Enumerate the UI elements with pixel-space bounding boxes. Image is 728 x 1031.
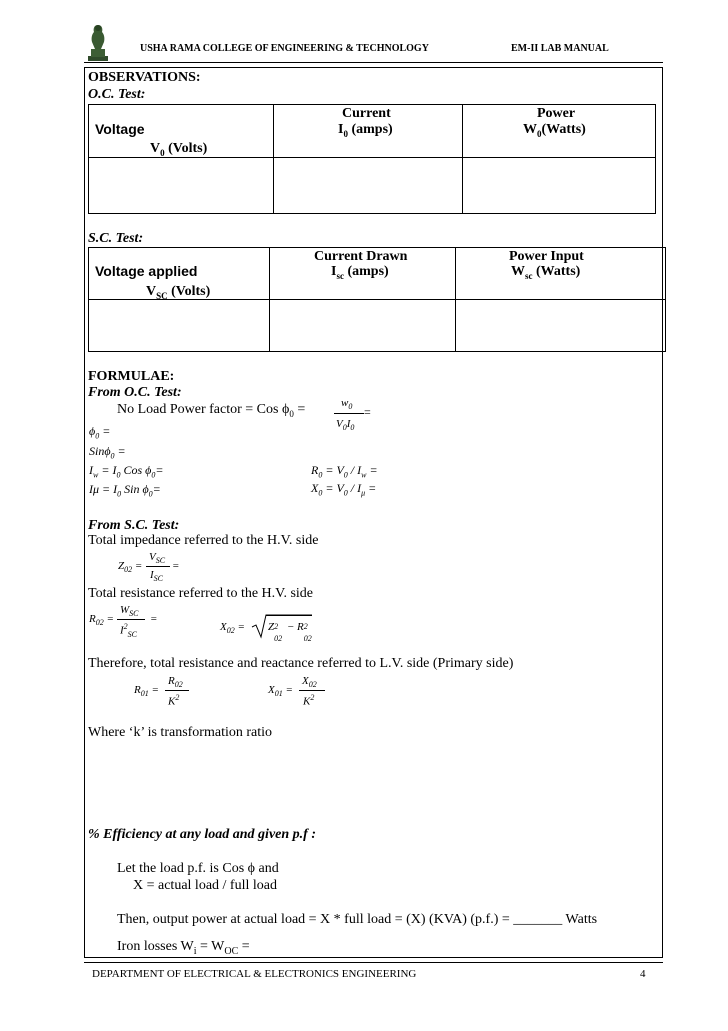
x02-radicand: Z 2 02 − R 2 02 <box>268 621 312 643</box>
x01-lhs: $X_{01}$ = <box>268 684 293 699</box>
transformation-ratio-text: Where ‘k’ is transformation ratio <box>88 725 273 740</box>
college-logo <box>86 22 110 62</box>
r02-end: = <box>150 613 158 625</box>
efficiency-line-3: Then, output power at actual load = X * full load = (X) (KVA) (p.f.) = _______ Watts <box>117 912 598 927</box>
sc-test-title: S.C. Test: <box>88 231 144 246</box>
sc-power-label: Power Input <box>509 249 584 264</box>
r01-denominator: $K^2$ <box>168 693 180 708</box>
formulae-oc-title: From O.C. Test: <box>88 385 182 400</box>
sqrt-overbar <box>266 615 312 616</box>
x01-denominator: $K^2$ <box>303 693 315 708</box>
z02-end: = <box>172 560 180 572</box>
impedance-text: Total impedance referred to the H.V. side <box>88 533 319 548</box>
phi0-formula: $\phi_0$ = <box>89 424 111 441</box>
header-rule <box>84 62 663 63</box>
sc-voltage-unit: $V_{SC}$ (Volts) <box>146 284 211 301</box>
sc-voltage-label: Voltage applied <box>95 263 198 279</box>
no-load-pf-formula: No Load Power factor = Cos $\phi_0$ = <box>117 402 306 419</box>
sin-phi0-formula: Sinϕ$_0$ = <box>89 444 126 461</box>
x01-numerator: $X_{02}$ <box>302 675 317 690</box>
sc-current-label: Current Drawn <box>314 249 408 264</box>
oc-cell-voltage[interactable] <box>89 158 274 214</box>
r02-lhs: $R_{02}$ = <box>89 613 114 628</box>
r0-formula: $R_0 = V_0 / I_w$ = <box>311 463 378 480</box>
sc-power-unit: $W_{sc}$ (Watts) <box>511 264 581 281</box>
oc-voltage-unit: $V_0$ (Volts) <box>150 141 208 158</box>
resistance-text: Total resistance referred to the H.V. side <box>88 586 314 601</box>
r02-numerator: $W_{SC}$ <box>120 604 139 619</box>
iw-formula: $I_w = I_0$ Cos $\phi_0=$ <box>89 463 164 480</box>
sc-cell-power[interactable] <box>456 300 666 352</box>
efficiency-line-1: Let the load p.f. is Cos ϕ and <box>117 861 279 876</box>
header-manual-title: EM-II LAB MANUAL <box>511 43 609 54</box>
oc-current-unit: $I_0$ (amps) <box>338 122 393 139</box>
sc-current-unit: $I_{sc}$ (amps) <box>331 264 389 281</box>
oc-power-label: Power <box>537 106 576 121</box>
oc-voltage-label: Voltage <box>95 121 145 137</box>
oc-test-title: O.C. Test: <box>88 87 146 102</box>
efficiency-title: % Efficiency at any load and given p.f : <box>88 827 316 842</box>
sc-cell-voltage[interactable] <box>89 300 270 352</box>
r02-denominator: $I^2_{SC}$ <box>120 622 138 639</box>
sc-cell-current[interactable] <box>270 300 456 352</box>
oc-power-unit: $W_0(Watts)$ <box>523 122 586 139</box>
oc-current-label: Current <box>342 106 391 121</box>
pf-tail: = <box>364 405 371 419</box>
z02-fraction-bar <box>146 566 170 567</box>
oc-cell-power[interactable] <box>463 158 656 214</box>
x02-lhs: $X_{02}$ = <box>220 621 245 636</box>
page-number: 4 <box>640 968 646 980</box>
college-logo-icon <box>86 22 110 62</box>
iron-losses-line: Iron losses $W_i = W_{OC}$ = <box>117 939 250 957</box>
imu-formula: $I\mu = I_0$ Sin $\phi_0=$ <box>89 482 161 499</box>
observations-title: OBSERVATIONS: <box>88 70 201 85</box>
lv-side-text: Therefore, total resistance and reactance referred to L.V. side (Primary side) <box>88 656 514 671</box>
z02-numerator: $V_{SC}$ <box>149 551 166 566</box>
pf-denominator: $V_0I_0$ <box>336 418 355 433</box>
r02-fraction-bar <box>117 619 145 620</box>
pf-numerator: $w_0$ <box>341 397 353 412</box>
pf-fraction-bar <box>334 413 364 414</box>
r01-numerator: $R_{02}$ <box>168 675 183 690</box>
z02-denominator: $I_{SC}$ <box>150 569 164 584</box>
footer-rule <box>84 962 663 963</box>
r01-fraction-bar <box>165 690 189 691</box>
formulae-title: FORMULAE: <box>88 369 175 384</box>
footer-department: DEPARTMENT OF ELECTRICAL & ELECTRONICS ENGINEERING <box>92 968 417 980</box>
oc-cell-current[interactable] <box>274 158 463 214</box>
x01-fraction-bar <box>299 690 325 691</box>
x0-formula: $X_0 = V_0 / I_\mu$ = <box>311 481 377 498</box>
header-college-name: USHA RAMA COLLEGE OF ENGINEERING & TECHNOLOGY <box>140 43 429 54</box>
z02-lhs: $Z_{02}$ = <box>118 560 143 575</box>
formulae-sc-title: From S.C. Test: <box>88 518 180 533</box>
r01-lhs: $R_{01}$ = <box>134 684 159 699</box>
efficiency-line-2: X = actual load / full load <box>133 878 277 893</box>
